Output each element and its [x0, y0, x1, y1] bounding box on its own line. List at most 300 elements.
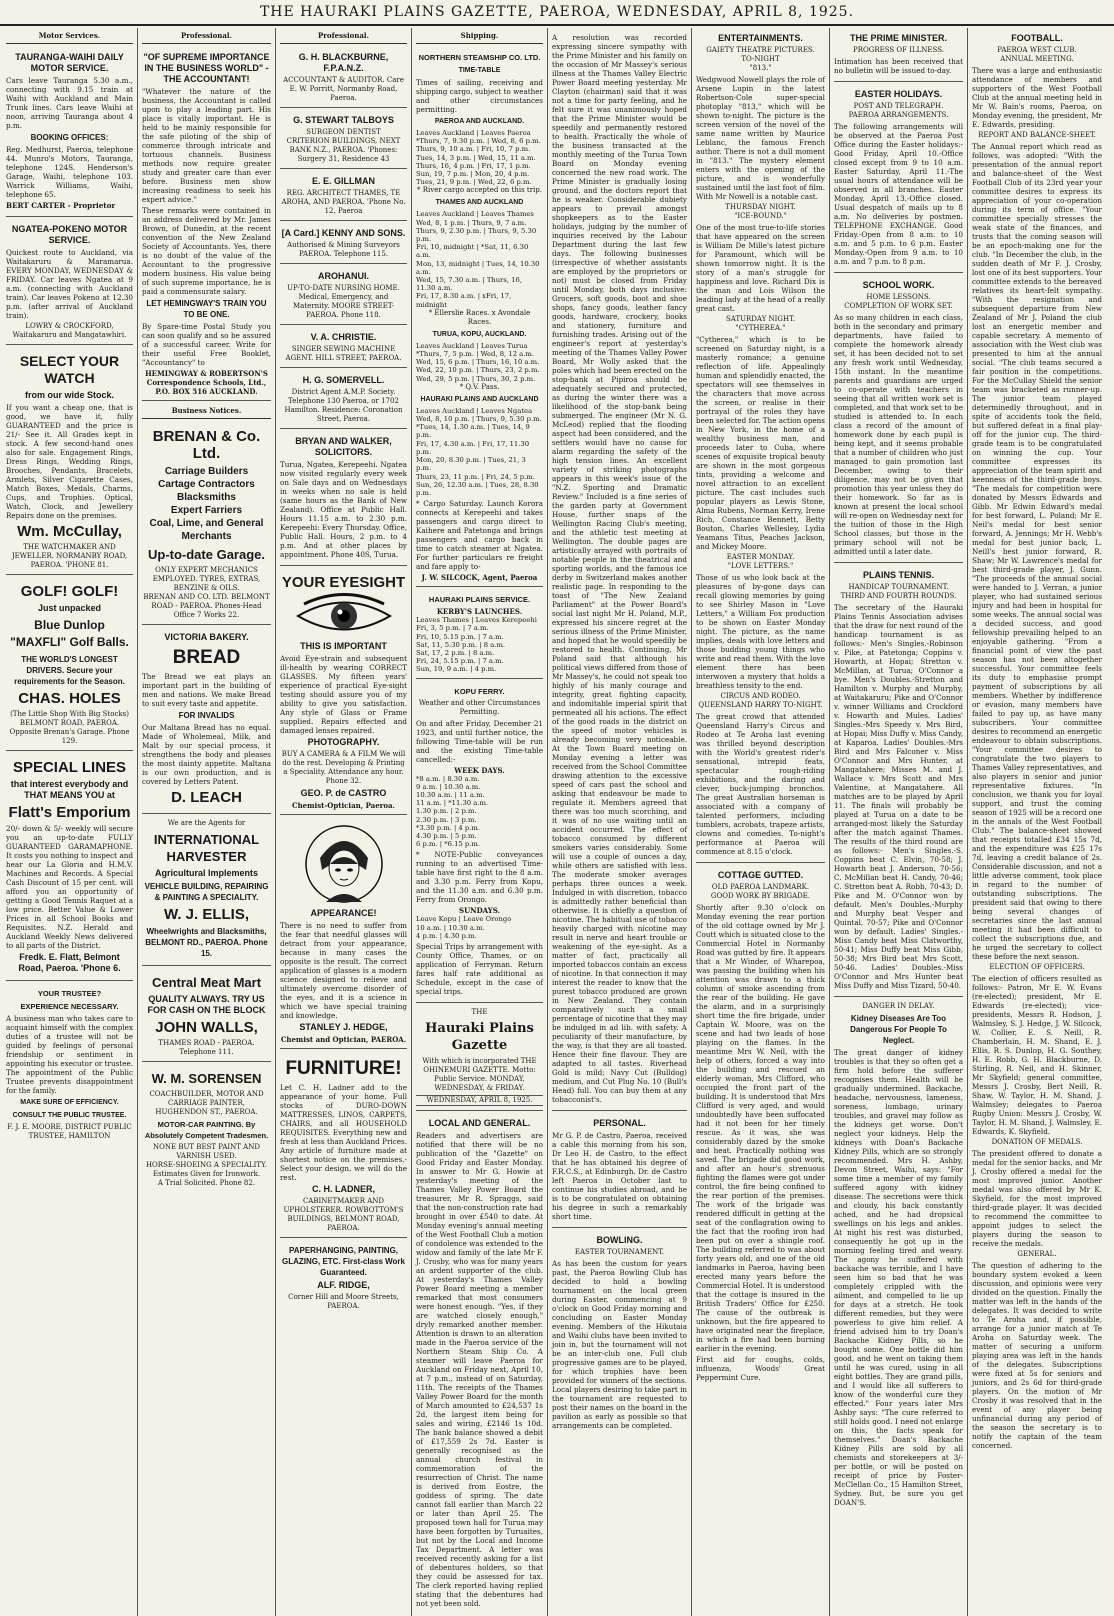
- ad-furniture: [280, 1051, 407, 1238]
- ad-heading: JOHN WALLS,: [155, 1019, 258, 1036]
- article-subheading: REPORT AND BALANCE-SHEET.: [978, 131, 1096, 139]
- timetable-subheading: SUNDAYS.: [459, 906, 500, 916]
- timetable-row: [416, 292, 543, 308]
- cell: Thurs, 9, 2.30 p.m. | Thurs, 9, 5.30 p.m.: [416, 226, 537, 244]
- cell: Thurs, 23, 11 p.m. | Fri, 24, 5 p.m.: [416, 472, 535, 481]
- column-4: [412, 28, 548, 1616]
- ad-body: A Trial Solicited. Phone 82.: [157, 1179, 256, 1187]
- cell: Wed, 15, 6 p.m. | Thurs, 16, 10 a.m.: [416, 358, 540, 367]
- card-address: CRITERION BUILDINGS, NEXT BANK N.Z., PAEROA. 'Phones: Surgery 31, Residence 43: [286, 137, 401, 163]
- cell: 10.30 a.m. | 11 a.m.: [416, 790, 485, 799]
- timetable-row: [416, 178, 543, 186]
- ad-signature: HEMINGWAY & ROBERTSON'S Correspondence Schools, Ltd., P.O. BOX 516 AUCKLAND.: [145, 369, 268, 396]
- ad-body: QUALITY ALWAYS. TRY US FOR CASH ON THE BLOCK: [147, 994, 266, 1015]
- card-heading: G. STEWART TALBOYS: [293, 115, 394, 125]
- article-local-general: [416, 1113, 543, 1614]
- article-body: Readers and advertisers are notified that there will be no publication of the "Gazette" on Good Friday and Easter Monday. In answer to Mr G. Howie at yesterday's meeting of the Thames Valley Power Board the treasurer, Mr R. Spraggs, said that the non-construction rate had brought in over £540 to date. At Monday evening's annual meeting of the West Football Club a motion of condolence was extended to the widow and family of the late Mr F. J. Crosby, who was for many years an ardent supporter of the club. At yesterday's Thames Valley Power Board meeting a member remarked that most consumers were honest enough. "Yes, if they are watched closely enough," dryly remarked another member. Attention is drawn to an alteration made in the Paeroa service of the Northern Steam Ship Co. A steamer will leave Paeroa for Auckland on Friday next, April 10, at 7 p.m., instead of on Saturday, 11th. The receipts of the Thames Valley Power Board for the month of March amounted to £24,537 1s 2d, the largest item being for sales and wiring, £2146 1s 10d. The bank balance showed a debit of £17,559 2s 7d. Easter is generally recognised as the annual church festival in commemoration of the resurrection of Christ. The name is derived from Eostre, the goddess of spring. The date cannot fall earlier than March 22 or later than April 25. The proposed town hall for Turua may have been forgotten by Turuaites, but not by the Local and Income Tax Department. A letter was received recently asking for a list of debentures holders, so that they could be assessed for tax. The clerk reported having replied stating that the debentures had not yet been sold.: [416, 1130, 543, 1608]
- ad-body: Avoid Eye-strain and subsequent ill-health by wearing CORRECT GLASSES. My fifteen years' experience of practical Eye-sight testing should assure you of my ability to give you satisfaction. Any style of Glass or Frame supplied. Repairs effected and damaged lenses repaired.: [280, 654, 407, 735]
- ad-doans-kidney: [834, 999, 963, 1513]
- portrait-illustration: [280, 824, 407, 904]
- article-body: A resolution was recorded expressing sincere sympathy with the Prime Minister and his family on the occasion of Mr Massey's serious illness at the Thames Valley Electric Power Board meeting yesterday. Mr Clayton (chairman) said that it was not a time for party feeling, and he felt sure it was unanimously hoped that the Prime Minister would be speedily and permanently restored to health. Practically the whole of the business transacted at the monthly meeting of the Turua Town Board on Monday evening concerned the new road work. The Prime Minister is gradually losing ground, and the doctors report that he is weaker. Considerable dubiety appears to prevail amongst shopkeepers as to the Easter holidays, judging by the number of inquiries received by the Labour Department during the last few days. The following businesses (irrespective of whether assistants are employed by the proprietors or not) must be closed from Friday until Monday, both days inclusive: Grocers, soft goods, boot and shoe shops, fancy goods, leather fancy goods, hardware, crockery, books and stationery, furniture and furnishing trades. Arising out of the engineer's report at yesterday's meeting of the Thames Valley Power Board, Mr Wolly asked that the poles which had been erected on the stop-bank at Pipiroa should be adequately secured and protected, as during the winter there was a likelihood of the stop-bank being submerged. The engineer (Mr N. G. McLeod) replied that the flooding aspect had been considered, and the settlers would have no cause for alarm regarding the safety of the high tension lines. An excellent variety of striking photographs appears in this week's issue of the "N.Z. Sporting and Dramatic Review." Included is a fine series of the garden party at Government House, further snaps of the Wellington Racing Club's meeting, and the athletic test meeting at Wellington. The double pages are artistically arrayed with portraits of notable people in the theatrical and sporting worlds, and the famous ice derby in Switzerland makes another realistic page. In responding to the toast of "The New Zealand Parliament" at the Power Board's social last night Mr H. Poland, M.P., expressed his sincere regret at the serious illness of the Prime Minister, and hoped that he would speedily be restored to health. Continuing, Mr Poland said that although his political views differed from those of Mr Massey's, he could not speak too highly of his manly courage and integrity, great fighting capacity, and indomitable imperial spirit that permeated all his actions. The effect of the good roads in the district on the speed of motor vehicles is already becoming very noticeable. At the Town Board meeting on Monday evening a letter was received from the School Committee drawing attention to the excessive speed of cars past the school and asking that endeavour be made to regulate it. Members agreed that there was too much scorching, and it was of no use waiting until an accident occurred. The effect of tobacco consumed by different smokers varies considerably. Some will use a couple of ounces a day, while others are satisfied with less. The moderate smoker averages perhaps three ounces a week. Indulged in with discretion, tobacco is admittedly rather beneficial than otherwise. It is chiefly a question of nicotine. The habitual use of tobacco heavily charged with nicotine may result in nerve and heart trouble or weakening of the eye-sight. As a matter of fact, practically all imported tobaccos contain an excess of nicotine. In that connection it may interest the reader to know that the purest tobacco produced are grown in New Zealand. They contain comparatively such a small percentage of nicotine that they may be indulged in ad lib. with safety. A peculiarity of their manufacture, by the way, is that they are all toasted. Hence their fine flavour. They are adapted to all tastes. Riverhead Gold is mild; Navy Cut (Bulldog) medium, and Cut Plug No. 10 (Bull's Head) full. You can buy them at any tobacconist's.: [552, 33, 687, 1104]
- eye-icon: [294, 595, 394, 637]
- ad-brand: Blue Dunlop "MAXFLI" Golf Balls.: [10, 618, 129, 649]
- ad-subheading: Kidney Diseases Are Too Dangerous For People To Neglect.: [850, 1014, 947, 1045]
- timetable-columns: [416, 210, 543, 218]
- timetable-columns: [416, 129, 543, 137]
- ad-body: 20/- down & 5/- weekly will secure you an up-to-date FULLY GUARANTEED GARAMAPHONE. It costs you nothing to inspect and hear our La Gloria and H.M.V. Machines and Records. A Special Cash Discount of 15 per cent. will afford you an opportunity of getting a Good Tennis Raquet at a low price. Better Value & Lower Prices in all School Books and Requisites. N.Z. Herald and Auckland Weekly News delivered to all parts of the District.: [6, 824, 133, 950]
- ad-heading: BRENAN & Co. Ltd.: [152, 428, 261, 462]
- ad-subheading: We are the Agents for: [167, 819, 246, 827]
- ad-body: NONE BUT BEST PAINT AND VARNISH USED.: [153, 1143, 260, 1160]
- card-heading: E. E. GILLMAN: [312, 176, 375, 186]
- ad-victoria-bakery: [142, 627, 271, 814]
- cell: Leaves Thames | Leaves Kerepeehi: [416, 616, 537, 625]
- article-entertainments: [696, 28, 825, 863]
- ad-subheading: BOOKING OFFICES:: [30, 133, 109, 142]
- article-subheading: HOME LESSONS.: [866, 293, 931, 301]
- article-body: The following arrangements will be observed at the Paeroa Post Office during the Easter holidays:- Good Friday, April 10.-Office closed except from 9 to 10 a.m. Easter Saturday, April 11.-The usual hours of attendance will be observed in all branches. Easter Monday, April 13.-Office closed. Usual despatch of mails up to 8 a.m. No deliveries by postmen. TELEPHONE EXCHANGE. Good Friday.-Open from 8 a.m. to 10 a.m. and 5 p.m. to 6 p.m. Easter Monday.-Open from 9 a.m. to 10 a.m. and 7 p.m. to 8 p.m.: [834, 122, 963, 266]
- ad-subheading: FOR INVALIDS: [178, 711, 235, 720]
- article-body: "Cytherea," which is to be screened on Saturday night, is a masterly romance; a genuine reflection of life. Appealingly human and splendidly enacted, the spectators will see themselves in the characters that move across the screen, or realise in their portrayal of the roles they have been selected for. The action opens in New York, in the home of a wealthy business man, and proceeds later to Cuba, where scenes of exquisite tropical beauty are shown in the most gorgeous tints, providing a welcome and novel attraction to an excellent picture. The cast includes such popular players as Lewis Stone, Alma Rubens, Norman Kerry, Irene Rich, Constance Bennett, Betty Bouton, Charles Wellesley, Lydia Yeamans Titus, Peaches Jackson, and Mickey Moore.: [696, 335, 825, 551]
- article-plains-tennis: [834, 565, 963, 997]
- ad-signature: Chemist-Optician, Paeroa.: [292, 801, 395, 810]
- article-body: As so many children in each class, both in the secondary and primary departments, have failed to complete the homework already set, it has been decided not to set any fresh work until Wednesday, 15th instant. In the meantime parents and guardians are urged to co-operate with teachers in seeing that all written work set is completed, and that work set to be studied is attended to. In each class a record of the amount of homework done by each pupil is being kept, and it seems probable that a number of children who just managed to gain promotion last December, owing to their diligence, may not be given that promotion this year unless they do their homework. So far as is known at present the local school will re-open on Wednesday next for the tuition of those in the High School classes, but those in the primary school will not be admitted until a later date.: [834, 313, 963, 556]
- section-heading: Shipping.: [416, 28, 543, 44]
- ad-heading: SELECT YOUR WATCH: [19, 353, 120, 386]
- timetable-row: [416, 641, 543, 649]
- card-arohanui: [280, 266, 407, 325]
- timetable-heading: KOPU FERRY.: [454, 686, 505, 696]
- timetable-row: [416, 276, 543, 292]
- ad-subheading: PHOTOGRAPHY.: [307, 737, 380, 747]
- film-title: "LOVE LETTERS.": [727, 562, 794, 570]
- nameplate-the: THE: [471, 1007, 488, 1016]
- cell: Wed, 22, 10 p.m. | Thurs, 23, 2 p.m.: [416, 366, 540, 375]
- ad-heading: FURNITURE!: [285, 1058, 402, 1079]
- timetable-row: [416, 227, 543, 243]
- ad-ngatea-motor: [6, 219, 133, 345]
- ad-signature: GEO. P. de CASTRO: [300, 788, 387, 798]
- article-body: The secretary of the Hauraki Plains Tennis Association advises that the draw for next round of the handicap tournament is as follows:- Men's Singles.-Robinson v. Pike, at Patetonga; Coppins v. Howarth, at Hopai; Stretton v. McMillan, at Turua; O'Connor a bye. Men's Doubles.-Stretton and Hamilton v. Murphy and Murphy, at Waitakaruru; Pike and O'Connor v. winner Williams and Crockford v. Howarth and Mules. Ladies' Singles.-Mrs Speedy v. Mrs Bird, at Hopai; Miss Duffy v. Miss Candy, at Kaparoa. Ladies' Doubles.-Mrs Bird and Mrs Falconer v. Miss O'Connor and Mrs Hunter, at Mangatahere; Misses M. and J. Wallace v. Mrs Scott and Mrs Valentine, at Mangatahere. All matches are to be played by April 11. The finals will probably be played at Turua on a date to be arranged-most likely the Saturday after the match against Thames. The results of the third round are as follows:- Men's Singles.-S. Coppins beat C. Elvin, 70-58; J. Howarth beat J. Anderson, 70-56; C. McMillan beat H. Candy, 70-46; C. Stretton beat A. Robb, 70-43; D. Pike and M. O'Connor won by default. Men's Doubles.-Murphy and Murphy beat Vesper and Quintal, 70-57; Pike and O'Connor won by default. Ladies' Singles.-Miss Candy beat Miss Clatworthy, 50-41; Miss Duffy beat Miss Gibb, 50-38; Mrs Bird beat Mrs Scott, 50-46. Ladies' Doubles.-Miss O'Connor and Mrs Hunter beat Miss Duffy and Miss Tizard, 50-40.: [834, 603, 963, 990]
- timetable-row: [416, 366, 543, 374]
- ad-body: COACHBUILDER, MOTOR AND CARRIAGE PAINTER, HUGHENDON ST., PAEROA.: [149, 1090, 264, 1116]
- ad-heading: INTERNATIONAL HARVESTER: [153, 832, 260, 864]
- ad-signature: BERT CARTER - Proprietor: [6, 201, 116, 210]
- ad-body: By Spare-time Postal Study you can soon qualify and so be assured of a successful career. Write for their useful Free Booklet, "Accountancy" to: [142, 322, 271, 367]
- article-subheading: PROGRESS OF ILLNESS.: [853, 46, 944, 54]
- article-easter-holidays: [834, 84, 963, 273]
- timetable-row: [416, 260, 543, 276]
- card-gillman: [280, 171, 407, 221]
- timetable-row: [416, 649, 543, 657]
- article-subheading: POST AND TELEGRAPH.: [853, 102, 944, 110]
- article-heading: SCHOOL WORK.: [862, 280, 935, 290]
- article-body: The question of adhering to the boundary system evoked a keen discussion, and opinions were very divided on the question. Finally the matter was left in the hands of the delegates. It was decided to write to Te Aroha and, if possible, arrange for a junior match at Te Aroha on Saturday week. The matter of securing a uniform playing area was left in the hands of the delegates. Subscriptions were fixed at 5s for seniors and juniors, and 2s 6d for third-grade players. On the motion of Mr Crosby it was resolved that in the event of any player being unfinancial during any period of the season the secretary is to notify the captain of the team concerned.: [972, 1261, 1102, 1450]
- ad-heading: Wm. McCullay,: [17, 523, 122, 540]
- cell: Leave Kopu | Leave Orongo: [416, 915, 512, 924]
- timetable-row: [416, 154, 543, 162]
- column-2: [138, 28, 276, 1616]
- cell: 6 p.m. | *6.15 p.m.: [416, 840, 481, 849]
- column-1: [2, 28, 138, 1616]
- cell: Sun, 26, 12.30 a.m. | Tues, 28, 8.30 p.m.: [416, 480, 539, 497]
- article-subheading: HANDICAP TOURNAMENT.: [848, 583, 949, 591]
- article-subheading: ANNUAL MEETING.: [1000, 55, 1074, 63]
- timetable-row: [416, 799, 543, 807]
- ad-body: Quickest route to Auckland, via Waitakaruru & Maramarua. EVERY MONDAY, WEDNESDAY & FRIDAY. Car leaves Ngatea at 9 a.m. (connecting with Auckland train). Car leaves Pokeno at 12.30 p.m. (after arrival of Auckland train).: [6, 248, 133, 320]
- timetable-subheading: TIME-TABLE: [458, 67, 501, 74]
- timetable-row: [416, 824, 543, 832]
- timetable-row: [416, 791, 543, 799]
- ad-subheading: EXPERIENCE NECESSARY.: [20, 1002, 119, 1011]
- timetable-row: [416, 816, 543, 824]
- timetable-row: [416, 665, 543, 673]
- film-title: "ICE-BOUND.": [734, 212, 787, 220]
- ad-appearance: [280, 817, 407, 1049]
- ad-body: Estimates Given for Ironwork.: [152, 1170, 261, 1178]
- article-body: The election of officers resulted as follows:- Patron, Mr E. W. Evans (re-elected); president, Mr E. Edwards (re-elected); vice-presidents, Messrs R. Hodson, J. Walmsley, S. J. Hedge, J. W. Silcock, W. Collier, E. S. Neill, R. Chamberlain, H. M. Shand, E. J. Ellis, R. S. Dunlop, H. G. Southey, H. E. Robb, G. H. Blackburne, D. Stirling, R. Neil, and H. Skinner, Mr Skyfield; general committee, Messrs J. Crosby, Bert Neill, R. Shaw, W. Taylor, H. M. Shand, J. Walmsley; delegates to Paeroa Rugby Union: Messrs J. Crosby, W. Taylor, H. M. Shand, J. Walmsley, E. Edwards, K. Skyfield.: [972, 974, 1102, 1136]
- ad-address: (The Little Shop With Big Stocks) BELMONT ROAD, PAEROA. Opposite Brenan's Garage. Phone 129.: [9, 710, 130, 745]
- timetable-row: [416, 657, 543, 665]
- cell: Wed, 29, 5 p.m. | Thurs, 30, 2 p.m.: [416, 374, 536, 383]
- article-body: Mr G. P. de Castro, Paeroa, received a cable this morning from his son, Dr Leo H. de Castro, to the effect that he has obtained his degree of F.R.C.S., at Edinburgh. Dr. de Castro left Paeroa in October last to continue his studies abroad, and he is to be congratulated on obtaining his degree in such a remarkably short time.: [552, 1131, 687, 1221]
- cell: Fri, 17, 4.30 a.m. | Fri, 17, 11.30 p.m.: [416, 439, 530, 456]
- ad-signature: Chemist and Optician, PAEROA.: [280, 1035, 407, 1044]
- cell: Thurs, 9, 10 a.m. | Fri, 10, 7 p.m.: [416, 145, 531, 154]
- ferry-timetable: [416, 681, 543, 1003]
- timetable-columns: [416, 616, 543, 624]
- timetable-note: * Ellerslie Races. x Avondale Races.: [428, 308, 531, 326]
- article-subheading: GOOD WORK BY BRIGADE.: [710, 892, 811, 900]
- cell: Leaves Auckland | Leaves Ngatea: [416, 406, 533, 415]
- article-prime-minister: [834, 28, 963, 82]
- cell: Leaves Auckland | Leaves Thames: [416, 210, 534, 219]
- timetable-note: * NOTE-Public conveyances running to an advertised Time-table have first right to the 8 a.m. and 3.30 p.m. Ferry from Kopu, and the 11.30 a.m. and 6.30 p.m. Ferry from Orongo.: [416, 850, 543, 905]
- section-heading: Professional.: [142, 28, 271, 44]
- ad-subheading: THIS IS IMPORTANT: [300, 641, 387, 651]
- card-heading: H. G. SOMERVELL.: [302, 375, 385, 385]
- cell: Mon, 20, 8.30 p.m. | Tues, 21, 3 p.m.: [416, 456, 526, 473]
- ad-body: BUY A CAMERA & A FILM We will do the rest. Developing & Printing a Speciality. Attendance any hour. Phone 32.: [281, 750, 406, 785]
- cell: Fri, 3, 5 p.m. | 7 a.m.: [416, 624, 489, 633]
- article-body: There was a large and enthusiastic attendance of members and supporters of the West Football Club at the annual meeting held in Mr W. Bain's rooms, Paeroa, on Monday evening, the president, Mr E. Edwards, presiding.: [972, 66, 1102, 129]
- issue-date: WEDNESDAY, APRIL 8, 1925.: [416, 1095, 543, 1106]
- ad-subheading: that interest everybody and THAT MEANS YOU at: [10, 779, 129, 800]
- article-body: One of the most true-to-life stories that have appeared on the screen is William De Mille's latest picture for Paramount, which will be shown tomorrow night. It is the story of a man's struggle for happiness and love. Richard Dix is the man and Lois Wilson the leading lady at the head of a really great cast.: [696, 223, 825, 313]
- cell: Fri, 10, 5.15 p.m. | 7 a.m.: [416, 632, 504, 641]
- article-school-work: [834, 275, 963, 563]
- article-subheading: TO-NIGHT: [741, 55, 780, 63]
- article-subheading: EASTER TOURNAMENT.: [574, 1248, 665, 1256]
- ad-address: THAMES ROAD - PAEROA. Telephone 111.: [158, 1039, 255, 1056]
- card-somervell: [280, 370, 407, 429]
- ad-address: BRENAN AND CO. LTD. BELMONT ROAD - PAEROA. Phones-Head Office 7 Works 22.: [143, 593, 270, 619]
- eye-illustration: [280, 595, 407, 637]
- article-body: Those of us who look back at the pleasures of by-gone days can recall glowing memories by going to see Shirley Mason in "Love Letters," a William Fox production to be shown on Easter Monday night. The picture, as the name implies, deals with love letters and those budding young things who write and read them. With the love element there has been interwoven a mystery that holds a breathless tensity to the end.: [696, 573, 825, 690]
- article-subheading: PAEROA ARRANGEMENTS.: [848, 111, 949, 119]
- timetable-row: [416, 924, 543, 932]
- cell: Sat, 17, 2 p.m. | 8 a.m.: [416, 648, 495, 657]
- ad-meat-mart: [142, 968, 271, 1062]
- route-heading: THAMES AND AUCKLAND: [435, 199, 524, 207]
- cell: *Thurs, 7, 5 p.m. | Wed, 8, 12 a.m.: [416, 350, 535, 359]
- ad-heading: BREAD: [172, 647, 241, 668]
- article-subheading: QUEENSLAND HARRY TO-NIGHT.: [698, 701, 823, 709]
- article-football: [972, 28, 1102, 1456]
- card-body: REG. ARCHITECT THAMES, TE AROHA, AND PAEROA. 'Phone No. 12, Paeroa: [281, 189, 406, 215]
- section-heading: Motor Services.: [6, 28, 133, 44]
- card-body: Authorised & Mining Surveyors PAEROA. Telephone 115.: [287, 241, 400, 258]
- article-subheading: DONATION OF MEDALS.: [991, 1138, 1083, 1146]
- article-heading: BOWLING.: [596, 1235, 643, 1245]
- ad-subheading: LET HEMINGWAY'S TRAIN YOU TO BE ONE.: [146, 299, 267, 319]
- card-body: SURGEON DENTIST: [306, 128, 381, 136]
- card-body: District Agent A.M.P. Society. Telephone 130 Paeroa, or 1702 Hamilton. Residence: Coronation Street, Paeroa.: [284, 388, 403, 423]
- timetable-row: [416, 415, 543, 423]
- timetable-row: [416, 137, 543, 145]
- timetable-columns: [416, 915, 543, 923]
- cell: Mon, 13, midnight | Tues, 14, 10.30 a.m.: [416, 259, 540, 276]
- card-heading: G. H. BLACKBURNE, F.P.A.N.Z.: [298, 52, 389, 73]
- article-subheading: CIRCUS AND RODEO.: [720, 692, 801, 700]
- cell: Wed, 8, 10 p.m. | Thurs, 9, 5.30 p.m.: [416, 415, 542, 424]
- timetable-row: [416, 832, 543, 840]
- card-heading: AROHANUI.: [318, 271, 369, 281]
- ad-signature: F. J. E. MOORE, DISTRICT PUBLIC TRUSTEE, HAMILTON: [7, 1123, 132, 1140]
- ad-body: These remarks were contained in an address delivered by Mr. James Brown, of Dunedin, at the recent convention of the New Zealand Society of Accountants. Yes, there is no doubt of the value of the Accountant to the progressive modern business. His value being of such supreme importance, he is paid a commensurate salary.: [142, 206, 271, 296]
- timetable-columns: [416, 342, 543, 350]
- timetable-row: [416, 219, 543, 227]
- card-kenny: [280, 223, 407, 264]
- card-heading: BRYAN AND WALKER, SOLICITORS.: [295, 436, 392, 457]
- timetable-row: [416, 473, 543, 481]
- cell: 4.30 p.m. | 5 p.m.: [416, 831, 477, 840]
- article-body: Wedgwood Nowell plays the role of Arsene Lupin in the latest Robertson-Cole super-special photoplay "813," which will be shown to-night. The picture is the screen version of the novel of the same name written by Maurice Leblanc, the famous French author. There is not a dull moment in "813." The mystery element enters with the opening of the picture, and is wonderfully sustained until the last foot of film. With Mr Nowell is a notable cast.: [696, 75, 825, 201]
- cell: Sun, 19, 9 a.m. | 4 p.m.: [416, 665, 497, 674]
- ad-body: Carriage Builders Cartage Contractors Blacksmiths Expert Farriers Coal, Lime, and General Merchants: [149, 466, 264, 542]
- article-heading: PLAINS TENNIS.: [862, 570, 934, 580]
- ad-body: If you want a cheap one, that is good, we have it, fully GUARANTEED and the price is 21/- See it. All Grades kept in stock. A few second-hand ones also for sale. Engagement Rings, Dress Rings, Wedding Rings, Brooches, Pendants, Bracelets, Armlets, Silver Cigarette Cases, Match Boxes, Medals, Charms, Cups, and Trophies. Optical, Watch, Clock, and Jewellery Repairs done on the premises.: [6, 403, 133, 520]
- ad-brenan: [142, 422, 271, 625]
- timetable-signature: J. W. SILCOCK, Agent, Paeroa: [421, 573, 538, 583]
- ad-heading: W. M. SORENSEN: [151, 1071, 262, 1086]
- ad-heading: "OF SUPREME IMPORTANCE IN THE BUSINESS WORLD" -THE ACCOUNTANT!: [143, 52, 270, 84]
- timetable-subheading: Weather and other Circumstances Permitting.: [418, 698, 541, 716]
- ad-body: A business man who takes care to acquaint himself with the complex duties of a trustee will not be guided by feelings of personal friendship or sentiment in appointing his executor or trustee. The appointment of the Public Trustee prevents disappointment for the family.: [6, 1014, 133, 1095]
- ad-signature: D. LEACH: [171, 789, 242, 806]
- article-subheading: GENERAL.: [1017, 1250, 1057, 1258]
- cell: Fri, 24, 5.15 p.m. | 7 a.m.: [416, 657, 504, 666]
- article-subheading: SATURDAY NIGHT.: [726, 315, 795, 323]
- timetable-row: [416, 932, 543, 940]
- ad-heading: W. J. ELLIS,: [163, 906, 249, 923]
- ad-accountant: [142, 47, 271, 401]
- timetable-row: [416, 624, 543, 632]
- ad-harvester: [142, 816, 271, 966]
- cell: 11 a.m. | *11.30 a.m.: [416, 799, 489, 808]
- timetable-subheading: WEEK DAYS.: [454, 765, 505, 775]
- article-heading: THE PRIME MINISTER.: [849, 33, 947, 43]
- article-footnote: First aid for coughs, colds, influenza, Woods' Great Peppermint Cure.: [696, 1355, 825, 1382]
- article-heading: PERSONAL.: [593, 1118, 646, 1128]
- card-body: Turua, Ngatea, Kerepeehi. Ngatea now visited regularly every week on Sale days and on Wednesdays in weeks when no sale is held (same hours as the Bank of New Zealand). Office at Public Hall. Hours 11.15 a.m. to 2.30 p.m. Kerepeehi: Every Thursday. Office, Public Hall. Hours, 2 p.m. to 4 p.m. And at other places by appointment. Phone 40S, Turua.: [280, 460, 407, 559]
- cell: 2.30 p.m. | 3 p.m.: [416, 815, 477, 824]
- ad-sorensen: [142, 1064, 271, 1192]
- article-personal: [552, 1113, 687, 1228]
- timetable-note: On and after Friday, December 21 1923, and until further notice, the following Time-table will be run and the existing Time-table cancelled:-: [416, 718, 543, 764]
- ad-heading: NGATEA-POKENO MOTOR SERVICE.: [11, 224, 128, 245]
- ad-golf: [6, 577, 133, 751]
- article-subheading: OLD PAEROA LANDMARK.: [711, 883, 810, 891]
- ad-subheading: Just unpacked: [37, 603, 102, 613]
- card-heading: V. A. CHRISTIE.: [310, 332, 377, 342]
- ad-body: HORSE-SHOEING A SPECIALITY.: [145, 1161, 268, 1169]
- cell: 1.30 p.m. | 2 p.m.: [416, 807, 477, 816]
- cell: *Tues, 14, 1.30 a.m. | Tues, 14, 9 p.m.: [416, 423, 530, 440]
- ad-heading: YOUR EYESIGHT: [281, 574, 406, 591]
- ad-flatt: [6, 753, 133, 981]
- timetable-row: [416, 456, 543, 472]
- card-body: SINGER SEWING MACHINE AGENT. HILL STREET, PAEROA.: [285, 345, 402, 362]
- cell: Sat, 11, 5.30 p.m. | 8 a.m.: [416, 640, 506, 649]
- ad-body: Wheelwrights and Blacksmiths, BELMONT RD., PAEROA. Phone 15.: [145, 927, 268, 958]
- route-heading: TURUA, KOPU, AUCKLAND.: [432, 330, 527, 338]
- ad-body: VEHICLE BUILDING, REPAIRING & PAINTING A SPECIALITY.: [144, 882, 269, 902]
- timetable-note: * Cargo Saturday. Launch Korora connects at Kerepeehi and takes passengers and cargo direct to Kaihere and Patetonga and brings passengers and cargo back in time to catch steamer at Ngatea. For further particulars re freight and fare apply to-: [416, 499, 543, 572]
- timetable-row: [416, 162, 543, 170]
- ad-heading: TAURANGA-WAIHI DAILY MOTOR SERVICE.: [15, 52, 124, 73]
- article-subheading: COMPLETION OF WORK SET.: [844, 302, 953, 310]
- cell: *3.30 p.m. | 4 p.m.: [416, 823, 481, 832]
- ad-paperhanging: [280, 1240, 407, 1315]
- ad-subheading: CONSULT THE PUBLIC TRUSTEE.: [12, 1112, 127, 1119]
- article-heading: LOCAL AND GENERAL.: [428, 1117, 531, 1128]
- ad-address: Corner Hill and Moore Streets, PAEROA.: [288, 1293, 399, 1310]
- article-subheading: THURSDAY NIGHT.: [725, 203, 796, 211]
- ad-subheading: from our wide Stock.: [24, 390, 114, 400]
- cell: 10 a.m. | 10.30 a.m.: [416, 923, 485, 932]
- timetable-row: [416, 481, 543, 497]
- timetable-row: [416, 170, 543, 178]
- ad-heading: Flatt's Emporium: [8, 804, 131, 821]
- ad-address: THE WATCHMAKER AND JEWELLER. NORMANBY ROAD, PAEROA. 'PHONE 81.: [11, 543, 128, 569]
- timetable-row: [416, 350, 543, 358]
- cell: 4 p.m. | 4.30 p.m.: [416, 931, 477, 940]
- cell: Fri, 10, midnight | *Sat, 11, 6.30 a.m.: [416, 243, 529, 260]
- card-heading: [A Card.] KENNY AND SONS.: [281, 228, 406, 238]
- ad-body: Our Maltana Bread has no equal. Made of Wholemeal, Milk, and Malt by our special process, it strengthens the body and pleases the most dainty appetite. Maltana is our own production, and is covered by Letters Patent.: [142, 723, 271, 786]
- ad-heading: Up-to-date Garage.: [147, 547, 265, 562]
- article-body: As has been the custom for years past, the Paeroa Bowling Club has decided to hold a bowling tournament on the local green during Easter, commencing at 9 o'clock on Good Friday morning and concluding on Easter Monday evening. Members of the Hikutaia and Waihi clubs have been invited to join in, but the tournament will not be an inter-club one. Full club progressive games are to be played, for which trophies have been provided for winners of the sections. Local players desiring to take part in the tournament are requested to post their names on the board in the pavilion as early as possible so that arrangements can be completed.: [552, 1259, 687, 1430]
- nameplate-title: Hauraki Plains Gazette: [425, 1020, 534, 1053]
- column-6: [692, 28, 830, 1616]
- ad-body: "Whatever the nature of the business, the Accountant is called upon to play a leading part. His place is vitally important. He is held to be mainly responsible for the safe piloting of the ship of commerce through intricate and tortuous channels. Business methods now require greater study and greater care than ever before. Business men show increasing readiness to seek his expert advice.": [142, 87, 271, 204]
- ad-address: CABINETMAKER AND UPHOLSTERER. ROWBOTTOM'S BUILDINGS, BELMONT ROAD, PAEROA.: [283, 1197, 404, 1232]
- article-body: Intimation has been received that no bulletin will be issued to-day.: [834, 57, 963, 75]
- ad-body: Reg. Medhurst, Paeroa, telephone 44. Munro's Motors, Tauranga, telephone 124S. Henderson's Garage, Waihi, telephone 103. Warrick Williams, Waihi, telephone 65.: [6, 145, 133, 199]
- woman-portrait-icon: [304, 824, 384, 904]
- ad-body: THE WORLD'S LONGEST DRIVERS. Secure your requirements for the Season.: [14, 655, 125, 686]
- ad-heading: VICTORIA BAKERY.: [164, 632, 249, 642]
- card-blackburne: [280, 47, 407, 108]
- article-body: Shortly after 9.30 o'clock on Monday evening the rear portion of the old cottage owned by Mr J. Coutt which is situated close to the Commercial Hotel in Normanby Road was gutted by fire. It appears that a Mr Winder, of Wharepoa, was passing the building when his attention was drawn to a thick column of smoke ascending from the rear of the building. He gave the alarm, and in a surprisingly short time the fire brigade, under Captain W. Moore, was on the scene and had two leads of hose playing on the flames. In the meantime Mrs W. Neil, with the help of others, forced a way into the building and rescued an elderly woman, Mrs Clifford, who occupied the front part of the building. It is understood that Mrs Clifford is very aged, and would undoubtedly have been suffocated had it not been for her timely rescue. As it was, she was considerably dazed by the smoke and heat. Practically nothing was saved. The brigade did good work, and after an hour's strenuous fighting the flames were got under control, the fire being confined to the rear portion of the premises. The work of the brigade was rendered difficult in getting at the seat of the conflagration owing to the fact that the roofing iron had been put on over a shingle roof. The building referred to was about forty years old, and one of the old landmarks in Paeroa, having been erected many years before the Commercial Hotel. It is understood that the cottage is insured in the British Traders' Office for £250. The cause of the outbreak is unknown, but the fire appeared to have originated near the fireplace, in which a fire had been burning earlier in the evening.: [696, 903, 825, 1353]
- timetable-row: [416, 375, 543, 383]
- ad-signature: LOWRY & CROCKFORD, Waitakaruru and Mangatawhiri.: [12, 322, 127, 339]
- article-subheading: ELECTION OF OFFICERS.: [989, 963, 1085, 971]
- nameplate-subtitle: With which is incorporated THE OHINEMURI GAZETTE. Motto: Public Service. MONDAY, WEDNESDAY, & FRIDAY.: [422, 1056, 537, 1092]
- ad-body: ONLY EXPERT MECHANICS EMPLOYED. TYRES, EXTRAS, BENZINE & OILS.: [152, 566, 261, 592]
- article-heading: ENTERTAINMENTS.: [718, 33, 803, 43]
- timetable-note: * Q.V. Pass.: [459, 382, 500, 391]
- timetable-note: * River cargo accepted on this trip.: [417, 186, 542, 195]
- ad-heading: APPEARANCE!: [310, 908, 377, 918]
- gazette-nameplate: [416, 1005, 543, 1111]
- ad-heading: SPECIAL LINES: [12, 759, 127, 776]
- card-talboys: [280, 110, 407, 169]
- article-body: The president offered to donate a medal for the senior backs, and Mr J. Crosby offered a medal for the most improved junior. Another medal was also offered by Mr K. Skyfield, for the most improved third-grade player. It was decided to recommend the committee to appoint judges to select the players during the season to receive the medals.: [972, 1149, 1102, 1248]
- section-heading: Professional.: [280, 28, 407, 44]
- timetable-row: [416, 633, 543, 641]
- article-heading: COTTAGE GUTTED.: [717, 870, 804, 880]
- card-body: ACCOUNTANT & AUDITOR. Care E. W. Porritt, Normanby Road, Paeroa.: [283, 76, 404, 102]
- timetable-row: [416, 775, 543, 783]
- film-title: "CYTHEREA.": [735, 324, 786, 332]
- columns: [2, 28, 1112, 1608]
- cell: Wed, 15, 7.30 a.m. | Thurs, 16, 11.30 a.m.: [416, 276, 522, 293]
- cell: *8 a.m. | 8.30 a.m.: [416, 774, 480, 783]
- column-7: [830, 28, 968, 1616]
- ad-body: Cars leave Tauranga 5.30 a.m., connecting with 9.15 train at Waihi with Auckland and Main Trunk lines. Cars leave Waihi at noon, arriving Tauranga about 4 p.m.: [6, 76, 133, 130]
- timetable-row: [416, 145, 543, 153]
- ad-heading: CHAS. HOLES: [18, 690, 121, 707]
- article-body: The great crowd that attended Queensland Harry's Circus and Rodeo at Te Aroha last evening was thrilled beyond description with the World's greatest rider's sensational, intrepid feats, spectacular rough-riding exhibitions, and the daring and clever, buck-jumping bronchos. The great Australian horseman is associated with a company of talented performers, including tumblers, acrobats, trapeze artists, clowns and comedies. To-night's performance at Paeroa will commence at 8.15 o'clock.: [696, 712, 825, 856]
- article-bowling: [552, 1230, 687, 1436]
- article-subheading: EASTER MONDAY.: [726, 553, 795, 561]
- ad-heading: Central Meat Mart: [151, 975, 262, 990]
- cell: Leaves Auckland | Leaves Paeroa: [416, 129, 531, 137]
- timetable-note: Special Trips by arrangement with County Office, Thames, or on application of Ferryman. Return fares half rate additional as Schedule, except in the case of special trips.: [416, 941, 543, 996]
- cell: Fri, 17, 8.30 a.m. | xFri, 17, midnight: [416, 292, 512, 309]
- route-heading: PAEROA AND AUCKLAND.: [434, 118, 525, 125]
- section-heading: Business Notices.: [142, 403, 271, 419]
- timetable-subheading: KERBY'S LAUNCHES.: [436, 607, 523, 617]
- article-heading: EASTER HOLIDAYS.: [854, 89, 943, 99]
- route-heading: HAURAKI PLAINS AND AUCKLAND: [420, 395, 539, 403]
- ad-heading: GOLF! GOLF!: [20, 583, 119, 600]
- ad-body: The great danger of kidney troubles is that they so often get a firm hold before the sufferer recognises them. Health will be gradually undermined. Backache, headache, nervousness, lameness, soreness, lumbago, urinary troubles, and gravel may follow as the kidneys get worse. Don't neglect your kidneys. Help the kidneys with Doan's Backache Kidney Pills, which are so strongly recommended. Mrs H. Ashby, Devon Street, Waihi, says: "For some time a member of my family suffered agony with kidney disease. The secretions were thick and cloudy, his back constantly ached, and he had dropsical swellings on his legs and ankles. At night his rest was disturbed, consequently he got up in the morning feeling tired and weary. The agony he suffered with backache was terrible, and I have seen him so bad that he was completely crippled with the ailment, and compelled to lie up for days at a stretch. He took different remedies, but they were powerless to give him relief. A friend advised him to try Doan's Backache Kidney Pills, so he bought some. One bottle did him good, and he went on taking them until he was cured, using in all eight bottles. They are grand pills, and I would like all sufferers to know of the wonderful cure they effected." Four years later Mrs Ashby says: "The cure referred to still holds good. I need not enlarge on this, the facts speak for themselves." Doan's Backache Kidney Pills are sold by all chemists and storekeepers at 3/- per bottle, or will be posted on receipt of price by Foster-McClellan Co., 15 Hamilton Street, Sydney. But, be sure you get DOAN'S.: [834, 1048, 963, 1507]
- ad-body: There is no need to suffer from the fear that needful glasses will detract from your appearance, because in many cases the opposite is the result. The correct application of glasses is a modern science designed to relieve and ultimately overcome disorder of the eyes, and it is a science in which we have special training and knowledge.: [280, 921, 407, 1020]
- ad-signature: ALF. RIDGE,: [317, 1280, 370, 1290]
- article-subheading: PAEROA WEST CLUB.: [997, 46, 1077, 54]
- shipping-timetable: [416, 47, 543, 587]
- timetable-heading: NORTHERN STEAMSHIP CO. LTD.: [418, 53, 541, 62]
- cell: Thurs, 16, 4 p.m. | Fri, 17, 1 p.m.: [416, 161, 531, 170]
- ad-signature: C. H. LADNER,: [312, 1184, 375, 1194]
- ad-watch: [6, 347, 133, 575]
- timetable-columns: [416, 407, 543, 415]
- cell: 9 a.m. | 10.30 a.m.: [416, 782, 481, 791]
- timetable-row: [416, 423, 543, 439]
- ad-heading: PAPERHANGING, PAINTING, GLAZING, ETC. First-class Work Guaranteed.: [282, 1246, 405, 1277]
- timetable-heading: HAURAKI PLAINS SERVICE.: [428, 595, 531, 605]
- timetable-row: [416, 358, 543, 366]
- timetable-row: [416, 840, 543, 848]
- article-subheading: THIRD AND FOURTH ROUNDS.: [840, 592, 957, 600]
- cell: Tues, 21, 9 p.m. | Wed, 22, 6 p.m.: [416, 178, 532, 187]
- ad-signature: Fredk. E. Flatt, Belmont Road, Paeroa. 'Phone 6.: [18, 952, 121, 973]
- timetable-row: [416, 783, 543, 791]
- article-cottage-gutted: [696, 865, 825, 1388]
